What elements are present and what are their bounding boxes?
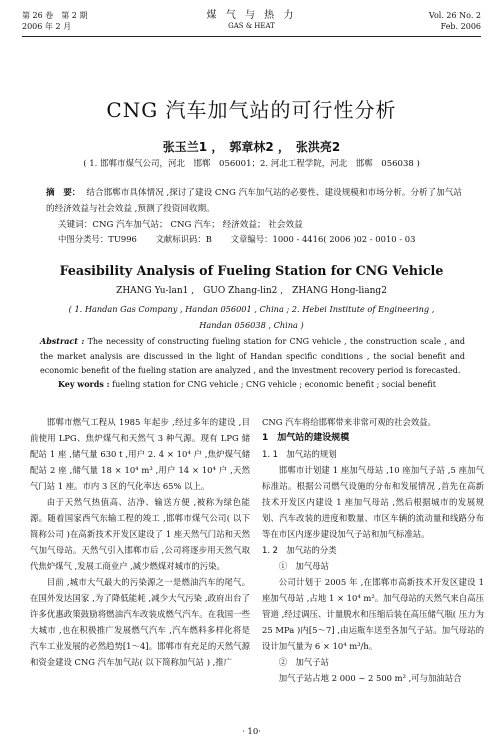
subsection-heading: 1. 2 加气站的分类 (262, 545, 337, 555)
abstract-cn-label: 摘 要： (46, 188, 81, 198)
article-number: 文章编号：1000 - 4416( 2006 )02 - 0010 - 03 (230, 234, 416, 244)
keywords-en (58, 379, 465, 389)
body-paragraph: 由于天然气热值高、洁净、输送方便 ,被称为绿色能源。随着国家西气东输工程的竣工 ,邯郸市煤气公司( 以下简称公司 )在高新技术开发区建设了 1 座天然气门站和天然气加气母站。天然气引入邯郸市后 ,公司将逐步用天然气取代焦炉煤气 ,发展工商业户 ,减少燃煤对城市的污染。 (30, 497, 250, 571)
affiliation-en-line2: Handan 056038 , China ) (199, 320, 304, 330)
authors-en: ZHANG Yu-lan1 , GUO Zhang-lin2 , ZHANG Hong-liang2 (116, 286, 387, 296)
body-paragraph: 公司计划于 2005 年 ,在邯郸市高新技术开发区建设 1 座加气母站 ,占地 1 × 10⁴ m²。加气母站的天然气来自高压管道 ,经过调压、计量脱水和压缩后装在高压储气瓶( 压力为 25 MPa )内[5～7] ,由运瓶车送至各加气子站。加气母站的设计加气量为 6 × 10⁴ m³/h。 (262, 577, 484, 651)
title-cn: CNG 汽车加气站的可行性分析 (106, 98, 397, 122)
body-column-right (262, 414, 484, 686)
header-rule (22, 36, 481, 37)
affiliation-cn: ( 1. 邯郸市煤气公司，河北 邯郸 056001；2. 河北工程学院，河北 邯郸 056038 ) (83, 159, 420, 169)
keywords-cn-label: 关键词： (58, 220, 93, 230)
header-center (22, 10, 481, 32)
body-paragraph: CNG 汽车将给邯郸带来非常可观的社会效益。 (262, 417, 436, 427)
abstract-en (40, 334, 465, 379)
keywords-en-label: Key words : (58, 379, 110, 389)
journal-name-en: GAS & HEAT (228, 22, 275, 30)
body-paragraph: 目前 ,城市大气最大的污染源之一是燃油汽车的尾气。在国外发达国家 ,为了降低能耗 ,减少大气污染 ,政府出台了许多优惠政策鼓励将燃油汽车改装成燃气汽车。在我国一些大城市 ,也在积极推广发展燃气汽车 ,汽车燃料多样化将是汽车工业发展的必然趋势[1～4]。邯郸市有充足的天然气源和资金建设 CNG 汽车加气站( 以下简称加气站 ) ,推广 (30, 577, 250, 667)
running-header (22, 6, 481, 34)
affiliation-en-line1: ( 1. Handan Gas Company , Handan 056001 , China ; 2. Hebei Institute of Engineering , (68, 304, 435, 314)
volume-en: Vol. 26 No. 2 (428, 11, 481, 20)
affiliation-en (0, 301, 503, 333)
header-right (429, 10, 481, 32)
keywords-cn-text: CNG 汽车加气站； CNG 汽车； 经济效益； 社会效益 (92, 220, 303, 230)
body-column-left (30, 414, 250, 670)
title-en: Feasibility Analysis of Fueling Station for CNG Vehicle (59, 263, 444, 278)
classification-line (58, 233, 465, 245)
authors-cn: 张玉兰1 ， 郭章林2 ， 张洪亮2 (162, 140, 341, 154)
body-paragraph: 邯郸市计划建 1 座加气母站 ,10 座加气子站 ,5 座加气标准站。根据公司燃气设施的分布和发展情况 ,首先在高新技术开发区内建设 1 座加气母站 ,然后根据城市的发展规划、汽车改装的进度和数量、市区车辆的流动量和线路分布等在市区内逐步建设加气子站和加气标准站。 (262, 465, 484, 539)
page-number: · 10· (242, 727, 261, 737)
abstract-cn (46, 185, 465, 233)
body-paragraph: 邯郸市燃气工程从 1985 年起步 ,经过多年的建设 ,目前使用 LPG、焦炉煤气和天然气 3 种气源。现有 LPG 储配站 1 座 ,储气量 630 t ,用户 2. 4 × 10⁴ 户 ,焦炉煤气储配站 2 座 ,储气量 18 × 10⁴ m³ ,用户 14 × 10⁴ 户 ,天然气门站 1 座。市内 3 区的气化率达 65% 以上。 (30, 417, 250, 491)
subsection-heading: 1. 1 加气站的规划 (262, 449, 337, 459)
abstract-cn-text: 结合邯郸市具体情况 ,探讨了建设 CNG 汽车加气站的必要性、建设规模和市场分析。分析了加气站的经济效益与社会效益 ,预测了投资回收期。 (46, 188, 463, 214)
body-paragraph: 加气子站占地 2 000 ~ 2 500 m² ,可与加油站合 (278, 673, 462, 683)
abstract-en-label: Abstract : (40, 336, 85, 346)
list-item-heading: ① 加气母站 (278, 561, 330, 571)
list-item-heading: ② 加气子站 (278, 657, 330, 667)
keywords-en-text: fueling station for CNG vehicle ; CNG vehicle ; economic benefit ; social benefit (112, 380, 436, 389)
date-cn: 2006 年 2 月 (22, 22, 72, 31)
section-heading: 1 加气站的建设规模 (262, 433, 350, 443)
journal-name-cn: 煤 气 与 热 力 (206, 10, 297, 21)
abstract-en-text: The necessity of constructing fueling station for CNG vehicle , the construction scale , and the market analysis are discussed in the light of Handan specific conditions , the social benefit and economic benefit of the fueling station are analyzed , and the investment recovery period is forecasted. (40, 337, 465, 375)
clc-number: 中图分类号：TU996 (58, 234, 137, 244)
doc-code: 文献标识码：B (155, 234, 212, 244)
volume-cn: 第 26 卷 第 2 期 (22, 11, 88, 20)
date-en: Feb. 2006 (440, 22, 481, 31)
